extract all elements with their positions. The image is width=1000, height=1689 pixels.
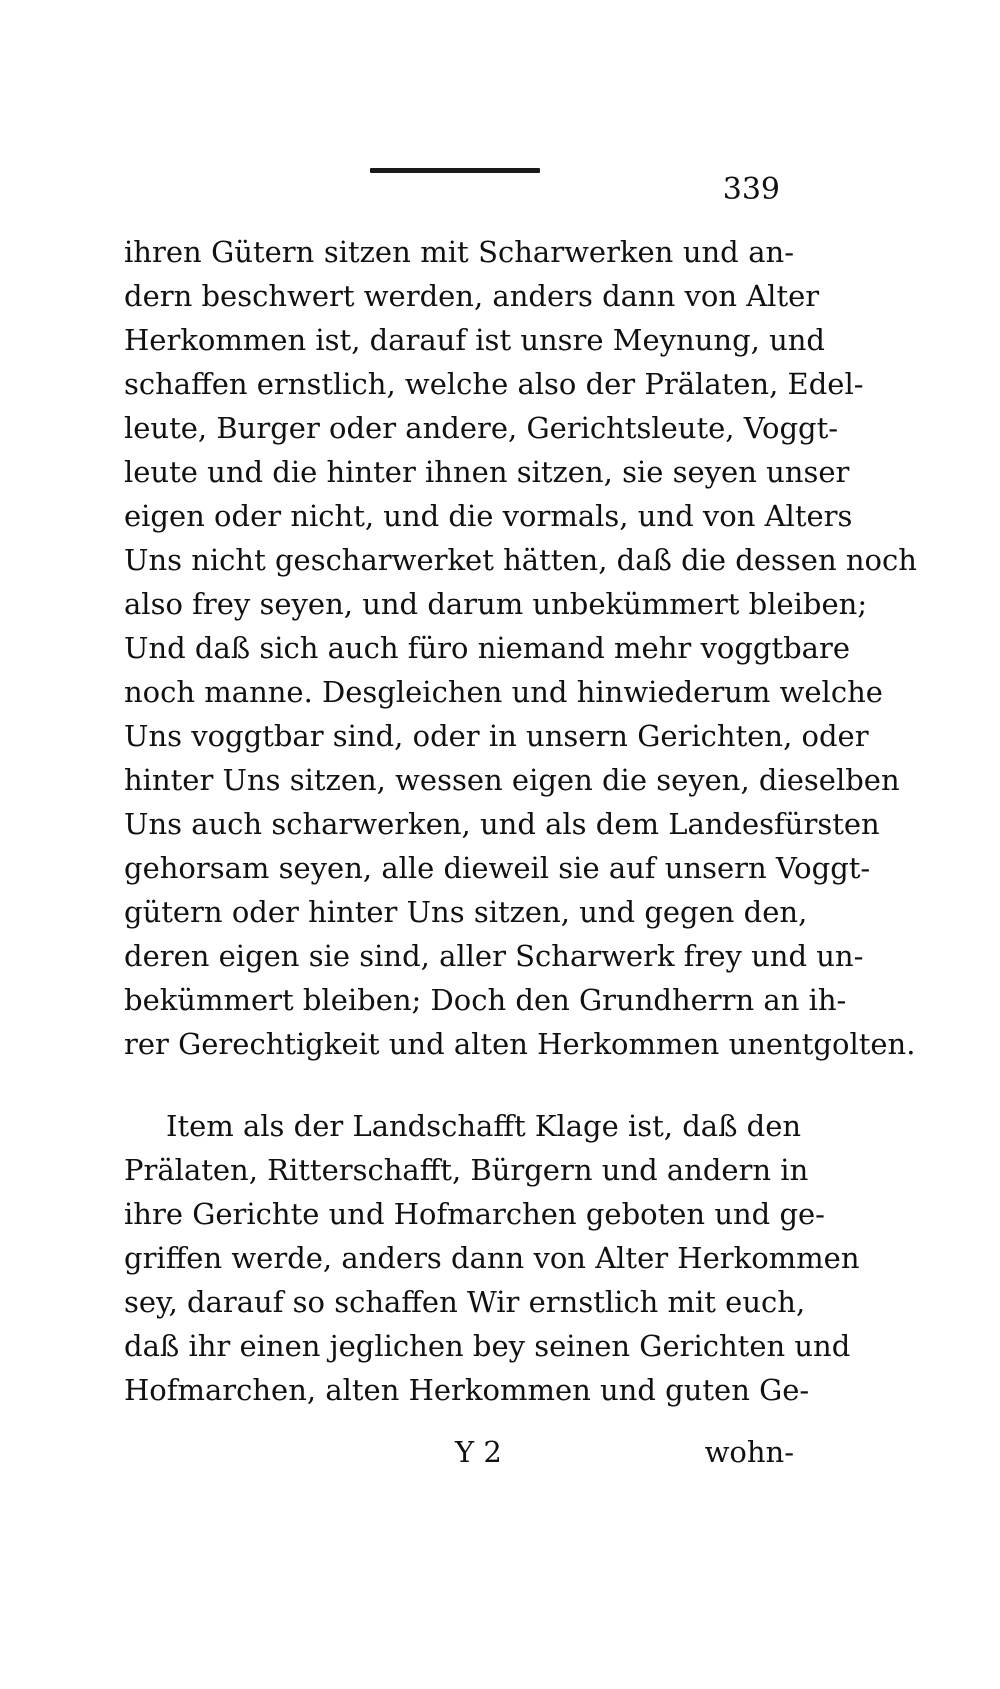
text-line: deren eigen sie sind, aller Scharwerk frey und un- xyxy=(124,939,864,973)
text-line: ihren Gütern sitzen mit Scharwerken und an- xyxy=(124,235,794,269)
text-line: Uns auch scharwerken, und als dem Landesfürsten xyxy=(124,807,880,841)
text-line: gehorsam seyen, alle dieweil sie auf unsern Voggt- xyxy=(124,851,871,885)
text-line: sey, darauf so schaffen Wir ernstlich mit euch, xyxy=(124,1285,806,1319)
text-line: hinter Uns sitzen, wessen eigen die seyen, dieselben xyxy=(124,763,900,797)
text-line: schaffen ernstlich, welche also der Prälaten, Edel- xyxy=(124,367,864,401)
text-line: Uns nicht gescharwerket hätten, daß die dessen noch xyxy=(124,543,917,577)
text-line: griffen werde, anders dann von Alter Herkommen xyxy=(124,1241,860,1275)
text-line: noch manne. Desgleichen und hinwiederum welche xyxy=(124,675,883,709)
signature-mark: Y 2 xyxy=(455,1435,502,1469)
text-line: Herkommen ist, darauf ist unsre Meynung, und xyxy=(124,323,825,357)
text-line: Und daß sich auch füro niemand mehr voggtbare xyxy=(124,631,850,665)
text-line: gütern oder hinter Uns sitzen, und gegen den, xyxy=(124,895,808,929)
text-line: ihre Gerichte und Hofmarchen geboten und ge- xyxy=(124,1197,825,1231)
catchword: wohn- xyxy=(704,1435,794,1469)
page-number: 339 xyxy=(722,172,780,207)
text-line: dern beschwert werden, anders dann von Alter xyxy=(124,279,820,313)
text-line: Item als der Landschafft Klage ist, daß den xyxy=(166,1109,802,1143)
header-rule xyxy=(370,168,540,173)
text-line: eigen oder nicht, und die vormals, und von Alters xyxy=(124,499,853,533)
text-line: bekümmert bleiben; Doch den Grundherrn an ih- xyxy=(124,983,847,1017)
text-line: daß ihr einen jeglichen bey seinen Gerichten und xyxy=(124,1329,851,1363)
paragraph-1 xyxy=(124,230,917,1066)
text-line: Prälaten, Ritterschafft, Bürgern und andern in xyxy=(124,1153,809,1187)
text-line: Hofmarchen, alten Herkommen und guten Ge- xyxy=(124,1373,810,1407)
text-line: rer Gerechtigkeit und alten Herkommen unentgolten. xyxy=(124,1027,916,1061)
text-line: Uns voggtbar sind, oder in unsern Gerichten, oder xyxy=(124,719,869,753)
text-line: also frey seyen, und darum unbekümmert bleiben; xyxy=(124,587,868,621)
text-line: leute und die hinter ihnen sitzen, sie seyen unser xyxy=(124,455,850,489)
paragraph-2 xyxy=(124,1104,860,1412)
text-line: leute, Burger oder andere, Gerichtsleute, Voggt- xyxy=(124,411,839,445)
